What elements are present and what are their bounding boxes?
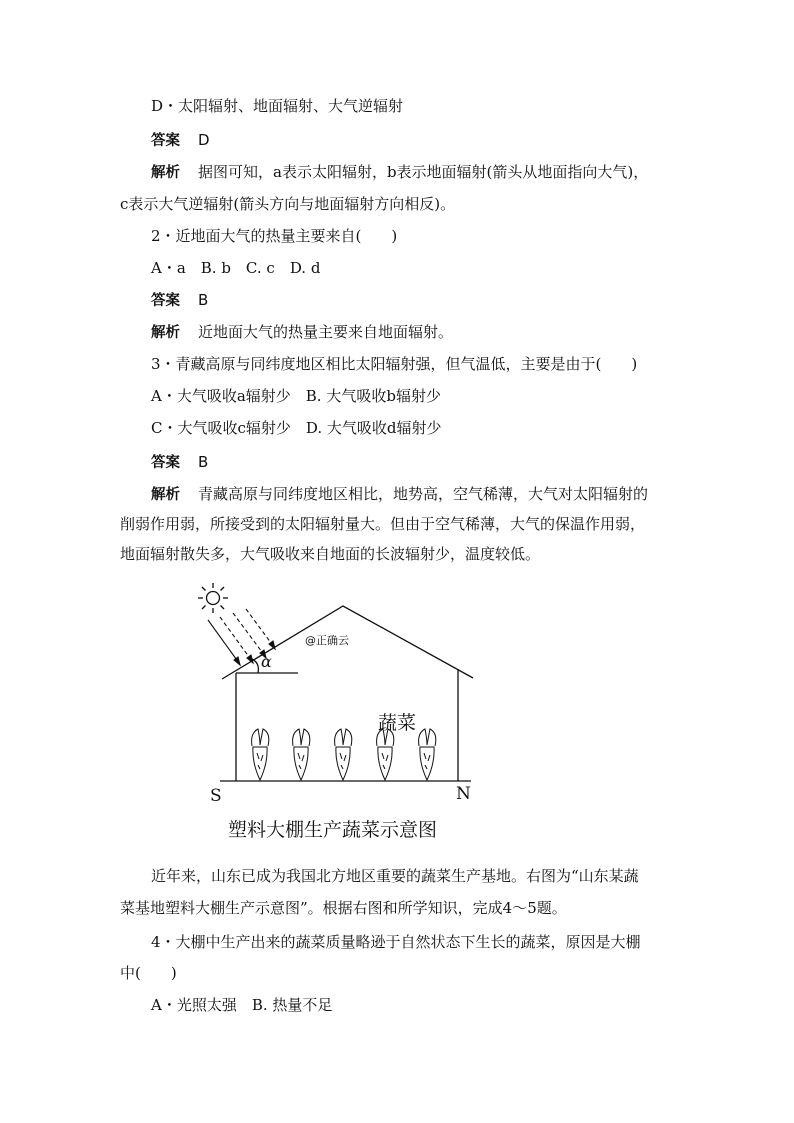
- q1-analysis-line2: c表示大气逆辐射(箭头方向与地面辐射方向相反)。: [120, 195, 456, 213]
- vegetable-row: [252, 729, 436, 780]
- q3-stem: 3・青藏高原与同纬度地区相比太阳辐射强，但气温低，主要是由于( ): [151, 355, 638, 373]
- q2-answer-row: [151, 290, 208, 311]
- q1-answer-row: [151, 130, 210, 151]
- answer-value: B: [198, 291, 209, 309]
- q3-analysis-line3: 地面辐射散失多，大气吸收来自地面的长波辐射少，温度较低。: [120, 545, 541, 563]
- q2-stem: 2・近地面大气的热量主要来自( ): [151, 227, 398, 245]
- analysis-label: 解析: [151, 487, 180, 503]
- angle-label: α: [261, 652, 272, 671]
- answer-value: D: [198, 131, 210, 149]
- vegetable-icon: [335, 729, 352, 780]
- q3-options-line1: A・大气吸收a辐射少 B. 大气吸收b辐射少: [151, 387, 441, 405]
- analysis-text: 青藏高原与同纬度地区相比，地势高，空气稀薄，大气对太阳辐射的: [198, 485, 649, 503]
- q1-analysis-row: [151, 162, 648, 183]
- q2-analysis-row: [151, 322, 453, 343]
- q2-options: A・a B. b C. c D. d: [151, 259, 321, 277]
- q4-stem-line1: 4・大棚中生产出来的蔬菜质量略逊于自然状态下生长的蔬菜，原因是大棚: [151, 933, 641, 951]
- north-label: N: [456, 784, 471, 804]
- analysis-label: 解析: [151, 325, 180, 341]
- sun-icon: [198, 583, 228, 613]
- greenhouse-diagram: [190, 575, 490, 790]
- answer-label: 答案: [151, 455, 180, 471]
- watermark: @正确云: [305, 634, 349, 647]
- intro-line1: 近年来，山东已成为我国北方地区重要的蔬菜生产基地。右图为“山东某蔬: [151, 867, 639, 885]
- q3-analysis-line2: 削弱作用弱，所接受到的太阳辐射量大。但由于空气稀薄，大气的保温作用弱，: [120, 515, 646, 533]
- vegetable-icon: [419, 729, 436, 780]
- greenhouse-figure: [190, 575, 490, 845]
- south-label: S: [210, 786, 222, 806]
- q3-options-line2: C・大气吸收c辐射少 D. 大气吸收d辐射少: [151, 419, 442, 437]
- answer-label: 答案: [151, 293, 180, 309]
- vegetable-icon: [377, 729, 394, 780]
- vegetable-icon: [252, 729, 269, 780]
- answer-label: 答案: [151, 133, 180, 149]
- q1-option-d: D・太阳辐射、地面辐射、大气逆辐射: [151, 97, 404, 115]
- q3-answer-row: [151, 452, 208, 473]
- vegetable-icon: [293, 729, 310, 780]
- analysis-text: 近地面大气的热量主要来自地面辐射。: [198, 323, 454, 341]
- q4-options: A・光照太强 B. 热量不足: [151, 996, 333, 1014]
- figure-caption: 塑料大棚生产蔬菜示意图: [228, 819, 438, 841]
- q4-stem-line2: 中( ): [120, 964, 177, 982]
- analysis-text: 据图可知，a表示太阳辐射，b表示地面辐射(箭头从地面指向大气)，: [198, 163, 649, 181]
- answer-value: B: [198, 453, 209, 471]
- vegetable-label: 蔬菜: [378, 712, 417, 734]
- analysis-label: 解析: [151, 165, 180, 181]
- q3-analysis-row: [151, 484, 648, 505]
- intro-line2: 菜基地塑料大棚生产示意图”。根据右图和所学知识，完成4～5题。: [120, 899, 567, 917]
